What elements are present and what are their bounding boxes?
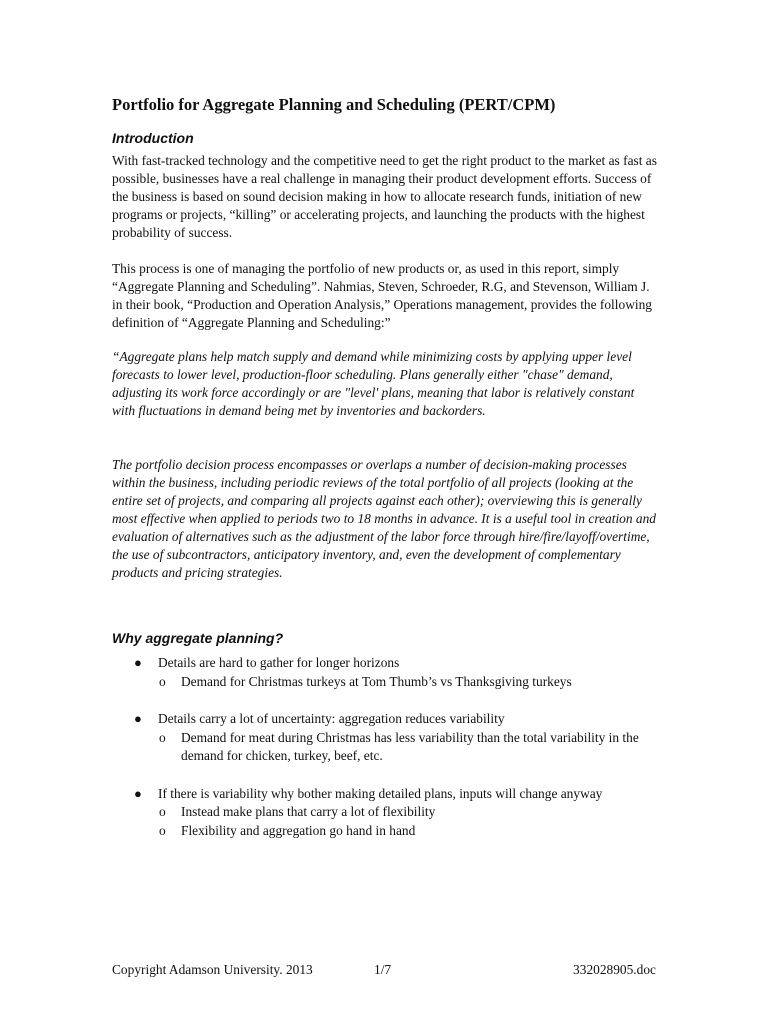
sub-bullet-text: Instead make plans that carry a lot of flexibility xyxy=(181,804,436,819)
sub-list-item xyxy=(112,803,660,822)
footer-page-number: 1/7 xyxy=(374,962,392,977)
portfolio-paragraph: The portfolio decision process encompasses or overlaps a number of decision-making processes within the business, including periodic reviews of the total portfolio of all projects (looking at the entire set of projects, and comparing all projects against each other); overviewing this is generally most effective when applied to periods two to 18 months in advance. It is a useful tool in creation and evaluation of alternatives such as the adjustment of the labor force through hire/fire/layoff/overtime, the use of subcontractors, anticipatory inventory, and, even the development of complementary products and pricing strategies. xyxy=(112,457,656,580)
why-aggregate-heading: Why aggregate planning? xyxy=(112,630,284,646)
list-spacer xyxy=(112,691,660,710)
sub-bullet-icon: o xyxy=(159,673,166,689)
bullet-text: Details carry a lot of uncertainty: aggregation reduces variability xyxy=(158,711,505,726)
page-footer xyxy=(112,961,660,979)
sub-list-item xyxy=(112,729,660,766)
bullet-icon: ● xyxy=(134,711,142,726)
footer-copyright: Copyright Adamson University. 2013 xyxy=(112,962,313,977)
sub-bullet-icon: o xyxy=(159,729,166,745)
bullet-text: If there is variability why bother making detailed plans, inputs will change anyway xyxy=(158,785,603,801)
footer-filename: 332028905.doc xyxy=(573,962,656,977)
sub-bullet-icon: o xyxy=(159,822,166,838)
sub-list-item xyxy=(112,822,660,841)
quote-paragraph: “Aggregate plans help match supply and demand while minimizing costs by applying upper level forecasts to lower level, production-floor scheduling. Plans generally either "chase" demand, adjusting its work force accordingly or are "level' plans, meaning that labor is relatively constant with fluctuations in demand being met by inventories and backorders. xyxy=(112,349,635,418)
bullet-icon: ● xyxy=(134,655,142,670)
sub-list-item xyxy=(112,673,660,692)
list-item xyxy=(112,710,660,729)
why-bullet-list xyxy=(112,654,660,840)
bullet-icon: ● xyxy=(134,785,142,801)
intro-paragraph-1: With fast-tracked technology and the competitive need to get the right product to the market as fast as possible, businesses have a real challenge in managing their product development efforts. Success of the business is based on sound decision making in how to allocate research funds, initiation of new programs or projects, “killing” or accelerating projects, and launching the products with the highest probability of success. xyxy=(112,153,657,240)
list-item xyxy=(112,654,660,673)
list-spacer xyxy=(112,766,660,785)
introduction-heading: Introduction xyxy=(112,130,194,146)
intro-paragraph-2: This process is one of managing the portfolio of new products or, as used in this report, simply “Aggregate Planning and Scheduling”. Nahmias, Steven, Schroeder, R.G, and Stevenson, William J. in their book, “Production and Operation Analysis,” Operations management, provides the following definition of “Aggregate Planning and Scheduling:” xyxy=(112,261,652,330)
list-item xyxy=(112,785,660,804)
document-title: Portfolio for Aggregate Planning and Scheduling (PERT/CPM) xyxy=(112,95,556,114)
bullet-text: Details are hard to gather for longer horizons xyxy=(158,655,400,670)
sub-bullet-text: Demand for meat during Christmas has less variability than the total variability in the demand for chicken, turkey, beef, etc. xyxy=(181,729,639,763)
sub-bullet-icon: o xyxy=(159,804,166,819)
sub-bullet-text: Flexibility and aggregation go hand in hand xyxy=(181,822,416,838)
sub-bullet-text: Demand for Christmas turkeys at Tom Thumb’s vs Thanksgiving turkeys xyxy=(181,673,572,689)
